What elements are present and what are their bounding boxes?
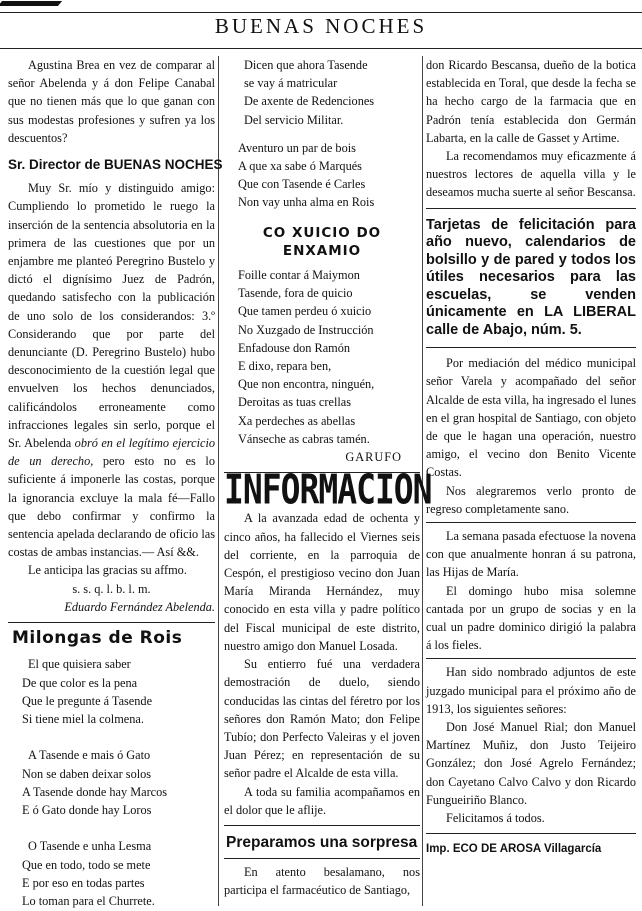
intro-paragraph: Agustina Brea en vez de comparar al señor Abelenda y á don Felipe Canabal que no tienen más que lo que ganan con sus modestas profesiones y sufren ya los descuentos? bbox=[8, 58, 215, 145]
masthead bbox=[0, 0, 642, 52]
letter-initials: s. s. q. l. b. l. m. bbox=[72, 581, 151, 596]
poem-line: De axente de Redenciones bbox=[244, 94, 375, 109]
poem-line: Non se daben deixar solos bbox=[22, 766, 152, 781]
news-paragraph: Nos alegraremos verlo pronto de regreso completamente sano. bbox=[426, 483, 636, 516]
verses-bois bbox=[224, 139, 420, 212]
section-rule bbox=[224, 858, 420, 859]
pharmacy-paragraph: don Ricardo Bescansa, dueño de la botica establecida en Toral, que desde la fecha se ha hecho cargo de la farmacia que en Padrón tenía establecida don Germán Labarta, en la calle de Gasset y Artime. bbox=[426, 58, 636, 145]
section-rule bbox=[224, 825, 420, 826]
poem-line: Que en todo, todo se mete bbox=[22, 857, 151, 872]
poem-line: E ó Gato donde hay Loros bbox=[22, 802, 152, 817]
news-paragraph: Felicitamos á todos. bbox=[446, 811, 545, 825]
news-paragraph: El domingo hubo misa solemne cantada por un grupo de socias y en la cual un padre dominico dirigió la palabra á los fieles. bbox=[426, 583, 636, 653]
poem-line: Dicen que ahora Tasende bbox=[244, 58, 368, 72]
letter-closing: Le anticipa las gracias su affmo. bbox=[28, 563, 187, 578]
column-middle bbox=[224, 56, 432, 900]
masthead-rule bbox=[0, 12, 642, 13]
poem-line: Foille contar á Maiymon bbox=[238, 268, 360, 283]
letter-text: Muy Sr. mío y distinguido amigo: Cumpliendo lo prometido le ruego la inserción de la sentencia absolutoria en la primera de las cuestiones que por un enjambre me planteó Peregrino Bustelo y dictó el dignísimo Juez de Padrón, quedando satisfecho con la publicación de uno solo de los considerandos: 3.º Considerando que por parte del denunciante (D. Peregrino Bustelo) hubo desconocimiento de la cuestión legal que envuelven los hechos denunciados, calificándolos erroneamente como infracciones legales sin serlo, porque el Sr. Abelenda bbox=[8, 181, 215, 451]
poem-signature: GARUFO bbox=[345, 450, 402, 465]
poem-line: E dixo, repara ben, bbox=[238, 359, 332, 374]
poem-line: Del servicio Militar. bbox=[244, 112, 344, 127]
poem-line: Enfadouse don Ramón bbox=[238, 340, 351, 355]
letter-body bbox=[8, 179, 215, 561]
news-paragraph: La semana pasada efectuose la novena con que anualmente honran á su patrona, las Hijas de María. bbox=[426, 528, 636, 580]
advertisement: Tarjetas de felicitación para año nuevo, calendarios de bolsillo y de pared y todos los útiles necesarios para las escuelas, se venden únicamente en LA LIBERAL calle de Abajo, núm. 5. bbox=[426, 216, 636, 338]
news-paragraph: Por mediación del médico municipal señor Varela y acompañado del señor Alcalde de esta villa, ha ingresado el lunes en el gran hospital de Santiago, con objeto de que le hagan una operación, nuestro amigo, el vecino don Benito Vicente Costas. bbox=[426, 356, 636, 480]
section-rule bbox=[426, 658, 636, 659]
poem-line: Tasende, fora de quicio bbox=[238, 286, 353, 301]
xuicio-heading: CO XUICIO DO ENXAMIO bbox=[262, 224, 382, 259]
poem-line: Vánseche as cabras tamén. bbox=[238, 431, 370, 446]
verses-tasende bbox=[224, 56, 420, 129]
poem bbox=[8, 655, 215, 910]
section-rule bbox=[426, 522, 636, 523]
poem-line: A que xa sabe ó Marqués bbox=[238, 159, 362, 174]
masthead-title: BUENAS NOCHES bbox=[214, 14, 428, 38]
letter-heading: Sr. Director de BUENAS NOCHES bbox=[8, 157, 223, 173]
info-paragraph: A toda su familia acompañamos en el dolor que le aflije. bbox=[224, 784, 420, 817]
news-paragraph: Don José Manuel Rial; don Manuel Martínez Muñiz, don Justo Teijeiro González; don José Agrelo Fernández; don Cayetano Calvo Calvo y don Ricardo Fungueiriño Blanco. bbox=[426, 719, 636, 807]
poem-line bbox=[8, 728, 215, 746]
printer-imprint: Imp. ECO DE AROSA Villagarcía bbox=[426, 843, 602, 856]
poem-line: A Tasende donde hay Marcos bbox=[22, 784, 168, 799]
section-rule bbox=[8, 622, 215, 623]
poem-line: E por eso en todas partes bbox=[22, 875, 145, 890]
column-right bbox=[426, 56, 636, 858]
poem-line: De que color es la pena bbox=[22, 675, 138, 690]
letter-italic: obró en el legítimo ejercicio de un derecho, bbox=[8, 436, 216, 469]
poem-line: A Tasende e mais ó Gato bbox=[28, 748, 151, 763]
poem-line: Que tamen perdeu ó xuicio bbox=[238, 304, 372, 319]
poem-line: O Tasende e unha Lesma bbox=[28, 839, 152, 854]
poem-heading: Milongas de Rois bbox=[12, 628, 183, 649]
poem-line: Aventuro un par de bois bbox=[238, 140, 356, 155]
masthead-ornament bbox=[0, 1, 62, 6]
poem-line: Que non encontra, ninguén, bbox=[238, 377, 375, 392]
poem-line: Non vay unha alma en Rois bbox=[238, 195, 375, 210]
masthead-rule-bottom bbox=[0, 48, 642, 49]
info-paragraph: A la avanzada edad de ochenta y cinco años, ha fallecido el Viernes seis del corriente, en la parroquia de Cespón, el prestigioso vecino don Juan María Miranda Hernández, muy conocido en esta villa y padre político del Fiscal municipal de este distrito, nuestro amigo don Manuel Losada. bbox=[224, 511, 420, 653]
poem-line: Xa perdeches as abellas bbox=[238, 413, 356, 428]
column-divider bbox=[218, 56, 219, 906]
poem-line: Lo toman para el Churrete. bbox=[22, 893, 155, 908]
news-paragraph: Han sido nombrado adjuntos de este juzgado municipal para el próximo año de 1913, los siguientes señores: bbox=[426, 665, 636, 716]
poem-line: No Xuzgado de Instrucción bbox=[238, 322, 374, 337]
poem-line: se vay á matricular bbox=[244, 76, 338, 91]
surprise-heading: Preparamos una sorpresa bbox=[226, 833, 418, 851]
column-left bbox=[8, 56, 223, 910]
section-rule bbox=[426, 833, 636, 834]
poem-line: El que quisiera saber bbox=[28, 657, 131, 672]
xuicio-poem bbox=[224, 266, 420, 448]
letter-text-continued: pero esto no es lo suficiente á imponerle las costas, porque la ignorancia excluye la mala fé—Fallo que debo confirmar y confirmo la sentencia apelada declarando de oficio las costas de ambas instancias.— Así &&. bbox=[8, 454, 215, 560]
section-rule bbox=[426, 347, 636, 348]
pharmacy-paragraph: La recomendamos muy eficazmente á nuestros lectores de aquella villa y le deseamos mucha suerte al señor Bescansa. bbox=[426, 149, 636, 200]
surprise-paragraph: En atento besalamano, nos participa el farmacéutico de Santiago, bbox=[224, 865, 420, 898]
section-rule bbox=[426, 208, 636, 209]
info-paragraph: Su entierro fué una verdadera demostración de duelo, siendo conducidas las cintas del féretro por los señores don Ramón Mato; don Felipe Tubío; don Perfecto Valeiras y el joven Juan Pérez; en representación de su señor padre el Alcalde de esta villa. bbox=[224, 657, 420, 781]
information-heading: INFORMACION bbox=[224, 465, 432, 514]
poem-line: Que le pregunte á Tasende bbox=[22, 693, 153, 708]
poem-line: Si tiene miel la colmena. bbox=[22, 711, 144, 726]
poem-line: Que con Tasende é Carles bbox=[238, 177, 366, 192]
letter-signature: Eduardo Fernández Abelenda. bbox=[64, 599, 215, 614]
poem-line: Deroitas as tuas crellas bbox=[238, 395, 352, 410]
poem-line bbox=[8, 819, 215, 837]
